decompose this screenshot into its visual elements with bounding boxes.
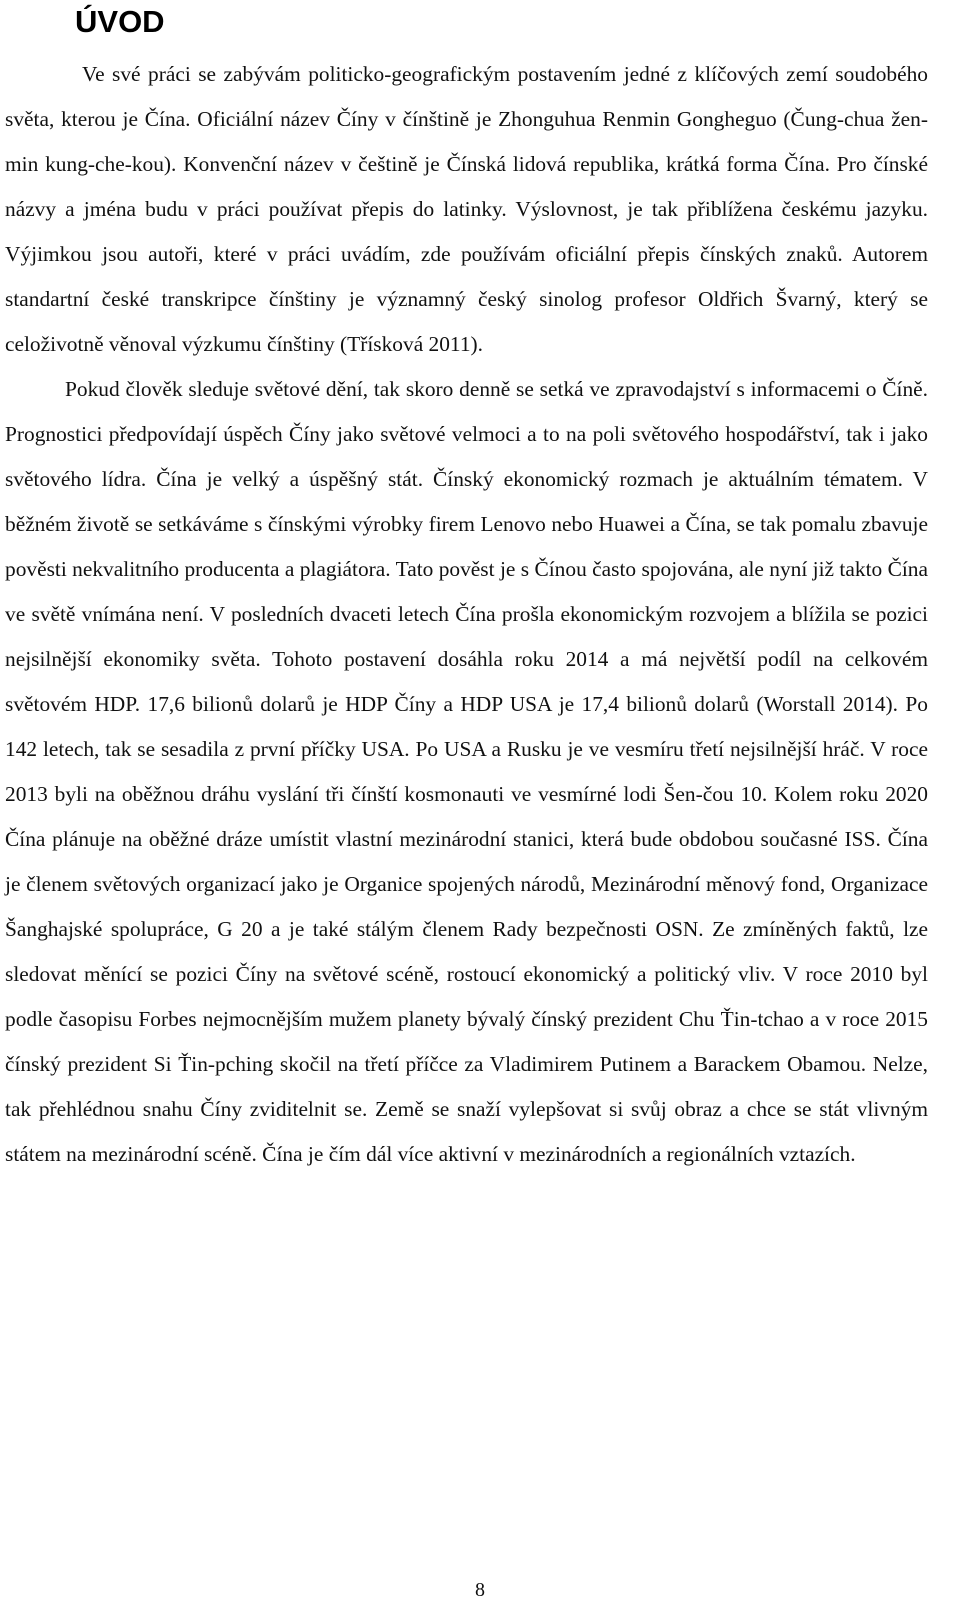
paragraph-intro: Ve své práci se zabývám politicko-geografickým postavením jedné z klíčových zemí soudobého světa, kterou je Čína. Oficiální název Číny v čínštině je Zhonguhua Renmin Gongheguo (Čung-chua žen-min kung-che-kou). Konvenční název v češtině je Čínská lidová republika, krátká forma Čína. Pro čínské názvy a jména budu v práci používat přepis do latinky. Výslovnost, je tak přiblížena českému jazyku. Výjimkou jsou autoři, které v práci uvádím, zde používám oficiální přepis čínských znaků. Autorem standartní české transkripce čínštiny je významný český sinolog profesor Oldřich Švarný, který se celoživotně věnoval výzkumu čínštiny (Třísková 2011). [5, 62, 928, 356]
body-text [5, 52, 928, 1177]
page-number: 8 [475, 1579, 485, 1601]
section-heading: ÚVOD [75, 4, 165, 39]
paragraph-main: Pokud člověk sleduje světové dění, tak skoro denně se setká ve zpravodajství s informacemi o Číně. Prognostici předpovídají úspěch Číny jako světové velmoci a to na poli světového hospodářství, tak i jako světového lídra. Čína je velký a úspěšný stát. Čínský ekonomický rozmach je aktuálním tématem. V běžném životě se setkáváme s čínskými výrobky firem Lenovo nebo Huawei a Čína, se tak pomalu zbavuje pověsti nekvalitního producenta a plagiátora. Tato pověst je s Čínou často spojována, ale nyní již takto Čína ve světě vnímána není. V posledních dvaceti letech Čína prošla ekonomickým rozvojem a blížila se pozici nejsilnější ekonomiky světa. Tohoto postavení dosáhla roku 2014 a má největší podíl na celkovém světovém HDP. 17,6 bilionů dolarů je HDP Číny a HDP USA je 17,4 bilionů dolarů (Worstall 2014). Po 142 letech, tak se sesadila z první příčky USA. Po USA a Rusku je ve vesmíru třetí nejsilnější hráč. V roce 2013 byli na oběžnou dráhu vyslání tři čínští kosmonauti ve vesmírné lodi Šen-čou 10. Kolem roku 2020 Čína plánuje na oběžné dráze umístit vlastní mezinárodní stanici, která bude obdobou současné ISS. Čína je členem světových organizací jako je Organice spojených národů, Mezinárodní měnový fond, Organizace Šanghajské spolupráce, G 20 a je také stálým členem Rady bezpečnosti OSN. Ze zmíněných faktů, lze sledovat měnící se pozici Číny na světové scéně, rostoucí ekonomický a politický vliv. V roce 2010 byl podle časopisu Forbes nejmocnějším mužem planety bývalý čínský prezident Chu Ťin-tchao a v roce 2015 čínský prezident Si Ťin-pching skočil na třetí příčce za Vladimirem Putinem a Barackem Obamou. Nelze, tak přehlédnou snahu Číny zviditelnit se. Země se snaží vylepšovat si svůj obraz a chce se stát vlivným státem na mezinárodní scéně. Čína je čím dál více aktivní v mezinárodních a regionálních vztazích. [5, 377, 928, 1166]
